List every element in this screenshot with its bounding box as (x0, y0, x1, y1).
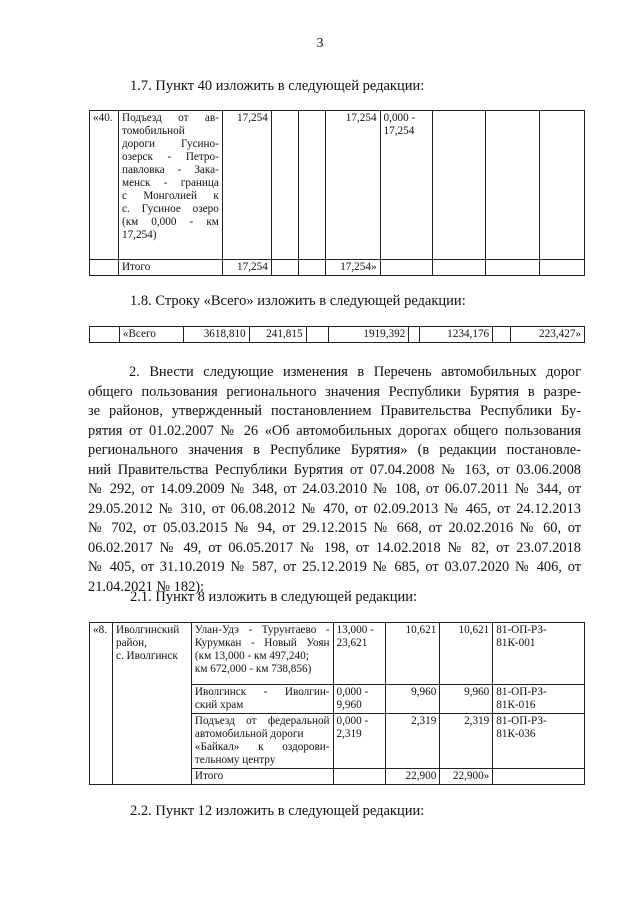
road-name-line: павловка - Зака- (121, 164, 219, 176)
item-number: «8. (90, 623, 113, 785)
road-code: 81-ОП-РЗ- 81К-036 (493, 714, 585, 769)
table-row (90, 623, 585, 685)
length-total: 17,254 (222, 111, 271, 260)
section-heading-2-2: 2.2. Пункт 12 изложить в следующей редакции: (130, 803, 425, 819)
length-value: 10,621 (440, 623, 493, 685)
page-number: 3 (316, 36, 324, 51)
road-name-line: Улан-Удэ - Турунтаево - (194, 624, 330, 636)
total-value: 3618,810 (183, 327, 249, 343)
empty-cell (306, 327, 329, 343)
length-value: 9,960 (386, 685, 440, 714)
paragraph-line: 21.04.2021 № 182): (88, 578, 205, 595)
empty-cell (486, 111, 540, 260)
length-value: 9,960 (440, 685, 493, 714)
road-name (191, 685, 333, 714)
length-value: 2,319 (386, 714, 440, 769)
empty-cell (298, 111, 325, 260)
road-name-line: (км 0,000 - км (121, 216, 219, 228)
empty-cell (493, 769, 585, 785)
total-value: 241,815 (249, 327, 306, 343)
empty-cell (333, 769, 386, 785)
road-name-line: дороги Гусино- (121, 138, 219, 150)
empty-cell (271, 111, 298, 260)
empty-cell (409, 327, 420, 343)
paragraph-line: зе районов, утвержденный постановлением Правительства Республики Бу- (88, 403, 581, 419)
district-line: Иволгинский (115, 624, 180, 636)
paragraph-line: 29.05.2012 № 310, от 06.08.2012 № 470, от 02.09.2013 № 465, от 24.12.2013 (88, 500, 581, 517)
empty-cell (298, 260, 325, 276)
total-length: 22,900» (440, 769, 493, 785)
paragraph-line: № 405, от 31.10.2019 № 587, от 25.12.2019 № 685, от 03.07.2020 № 406, от (88, 559, 581, 575)
length-value: 10,621 (386, 623, 440, 685)
empty-cell (90, 260, 119, 276)
total-value: 1234,176 (420, 327, 493, 343)
total-label: Итого (118, 260, 222, 276)
road-name-line: км 672,000 - км 738,856) (194, 663, 312, 675)
section-heading-2-1: 2.1. Пункт 8 изложить в следующей редакции: (130, 589, 418, 605)
paragraph-line: 2. Внести следующие изменения в Перечень автомобильных дорог (129, 364, 581, 380)
section-heading-1-8: 1.8. Строку «Всего» изложить в следующей редакции: (130, 293, 466, 309)
total-length: 22,900 (386, 769, 440, 785)
empty-cell (540, 260, 585, 276)
road-name-line: тельному центру (194, 754, 276, 766)
paragraph-line: рятия от 01.02.2007 № 26 «Об автомобильных дорогах общего пользования (88, 422, 581, 439)
item-number: «40. (90, 111, 119, 260)
district-line: с. Иволгинск (115, 650, 178, 662)
total-value: 17,254» (325, 260, 380, 276)
paragraph-line: № 702, от 05.03.2015 № 94, от 29.12.2015 № 668, от 20.02.2016 № 60, от (88, 520, 581, 536)
item-8-table (89, 622, 585, 785)
total-label: «Всего (119, 327, 183, 343)
empty-cell (493, 327, 511, 343)
empty-cell (271, 260, 298, 276)
empty-cell (90, 327, 120, 343)
total-value: 1919,392 (329, 327, 409, 343)
section-heading-1-7: 1.7. Пункт 40 изложить в следующей редакции: (130, 78, 425, 94)
paragraph-line: ний Правительства Республики Бурятия от 07.04.2008 № 163, от 03.06.2008 (88, 461, 581, 478)
empty-cell (540, 111, 585, 260)
km-range: 0,000 - 17,254 (380, 111, 433, 260)
road-name-line: (км 13,000 - км 497,240; (194, 650, 309, 662)
empty-cell (380, 260, 433, 276)
empty-cell (433, 260, 486, 276)
road-name-line: Подъезд от ав- (121, 112, 219, 124)
table-row (90, 111, 585, 260)
item-40-table (89, 110, 585, 276)
road-name (191, 623, 333, 685)
body-paragraph (88, 363, 581, 597)
road-name-line: автомобильной дороги (194, 728, 304, 740)
district-line: район, (115, 637, 147, 649)
road-name-line: 17,254) (121, 229, 157, 241)
km-range: 13,000 - 23,621 (333, 623, 386, 685)
empty-cell (433, 111, 486, 260)
table-row (90, 260, 585, 276)
road-name-line: Иволгинск - Иволгин- (194, 686, 330, 698)
road-code: 81-ОП-РЗ- 81К-016 (493, 685, 585, 714)
road-name-line: с Монголией к (121, 190, 219, 202)
road-name-line: менск - граница (121, 177, 219, 189)
road-name-line: томобильной (121, 125, 185, 137)
total-label: Итого (191, 769, 333, 785)
road-name (118, 111, 222, 260)
total-length: 17,254 (222, 260, 271, 276)
paragraph-line: № 292, от 14.09.2009 № 348, от 24.03.2010 № 108, от 06.07.2011 № 344, от (88, 481, 581, 497)
length-value: 17,254 (325, 111, 380, 260)
road-name-line: Курумкан - Новый Уоян (194, 637, 330, 649)
district (112, 623, 191, 785)
road-code: 81-ОП-РЗ- 81К-001 (493, 623, 585, 685)
total-value: 223,427» (511, 327, 585, 343)
table-row (90, 327, 585, 343)
road-name-line: ский храм (194, 699, 244, 711)
road-name-line: Подъезд от федеральной (194, 715, 330, 727)
road-name-line: с. Гусиное озеро (121, 203, 219, 215)
road-name (191, 714, 333, 769)
km-range: 0,000 - 2,319 (333, 714, 386, 769)
empty-cell (486, 260, 540, 276)
total-row-table (89, 326, 585, 343)
km-range: 0,000 - 9,960 (333, 685, 386, 714)
road-name-line: «Байкал» к оздорови- (194, 741, 330, 753)
paragraph-line: 06.02.2017 № 49, от 06.05.2017 № 198, от 14.02.2018 № 82, от 23.07.2018 (88, 539, 581, 556)
length-value: 2,319 (440, 714, 493, 769)
road-name-line: озерск - Петро- (121, 151, 219, 163)
paragraph-line: регионального значения в Республике Бурятия» (в редакции постановле- (88, 442, 581, 458)
paragraph-line: общего пользования регионального значения Республики Бурятия в разре- (88, 383, 581, 400)
